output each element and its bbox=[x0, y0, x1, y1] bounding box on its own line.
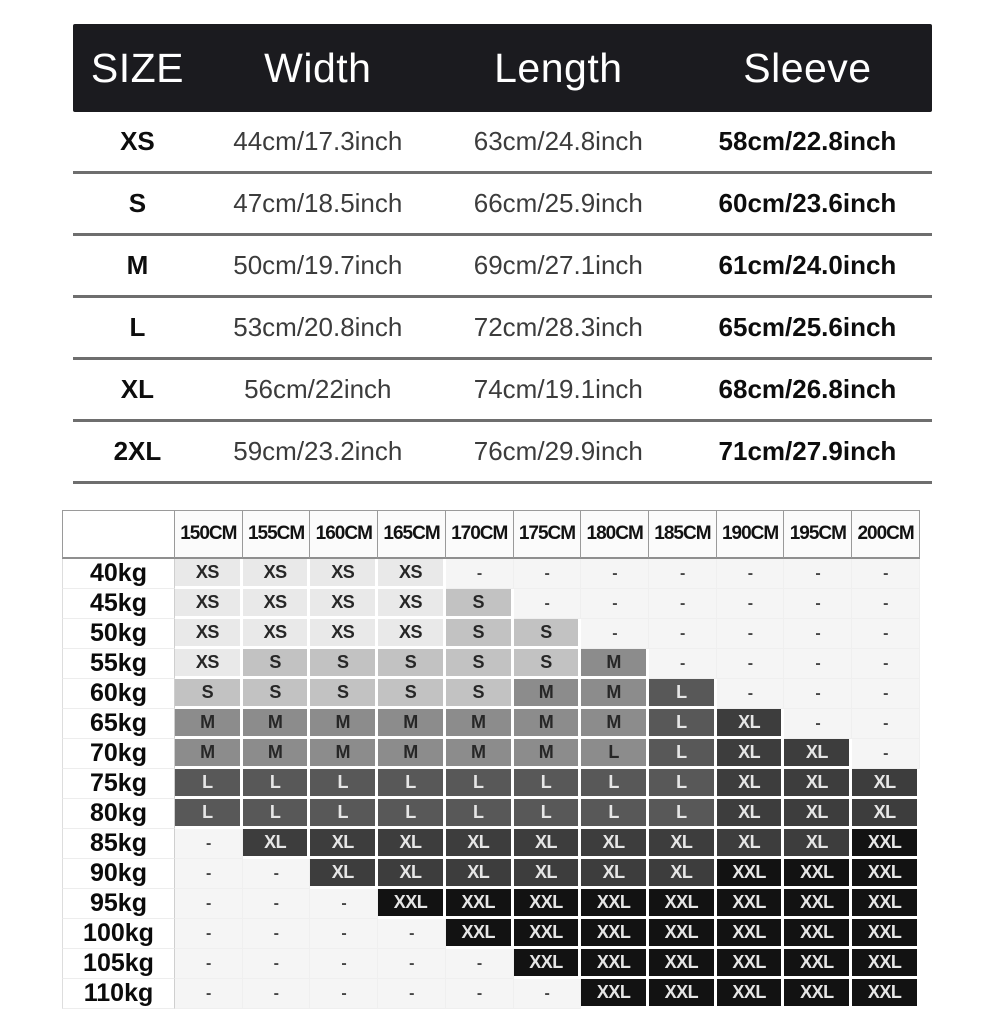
weight-row-label: 95kg bbox=[62, 889, 175, 919]
fit-cell: S bbox=[310, 649, 378, 679]
fit-cell: M bbox=[378, 709, 446, 739]
fit-cell: L bbox=[310, 799, 378, 829]
fit-cell: - bbox=[784, 709, 852, 739]
fit-cell: XL bbox=[581, 859, 649, 889]
fit-cell: - bbox=[649, 649, 717, 679]
matrix-row-75kg bbox=[62, 769, 920, 799]
fit-cell: L bbox=[581, 799, 649, 829]
fit-cell: XXL bbox=[446, 889, 514, 919]
fit-cell: - bbox=[310, 889, 378, 919]
fit-cell: S bbox=[446, 679, 514, 709]
size-row-m bbox=[73, 236, 932, 298]
fit-cell: - bbox=[175, 889, 243, 919]
width-value: 47cm/18.5inch bbox=[233, 188, 403, 218]
fit-cell: XS bbox=[175, 559, 243, 589]
fit-cell: XL bbox=[310, 859, 378, 889]
fit-cell: M bbox=[581, 709, 649, 739]
fit-cell: XXL bbox=[717, 979, 785, 1009]
matrix-row-60kg bbox=[62, 679, 920, 709]
fit-cell: XXL bbox=[852, 829, 920, 859]
fit-cell: S bbox=[446, 589, 514, 619]
size-row-xs bbox=[73, 112, 932, 174]
fit-cell: XXL bbox=[784, 889, 852, 919]
fit-cell: M bbox=[175, 739, 243, 769]
column-header-sleeve: Sleeve bbox=[743, 44, 872, 91]
sleeve-value: 65cm/25.6inch bbox=[718, 312, 897, 342]
fit-cell: L bbox=[243, 799, 311, 829]
matrix-row-40kg bbox=[62, 559, 920, 589]
fit-cell: XS bbox=[243, 619, 311, 649]
fit-cell: - bbox=[649, 589, 717, 619]
fit-cell: XXL bbox=[852, 919, 920, 949]
matrix-body bbox=[62, 559, 920, 1009]
fit-cell: XS bbox=[378, 559, 446, 589]
fit-cell: - bbox=[852, 739, 920, 769]
size-label: S bbox=[128, 188, 147, 218]
fit-cell: - bbox=[310, 949, 378, 979]
fit-cell: - bbox=[514, 589, 582, 619]
fit-cell: XXL bbox=[784, 919, 852, 949]
fit-cell: L bbox=[649, 709, 717, 739]
fit-cell: M bbox=[243, 709, 311, 739]
weight-row-label: 100kg bbox=[62, 919, 175, 949]
fit-cell: XXL bbox=[717, 949, 785, 979]
fit-cell: XL bbox=[717, 829, 785, 859]
fit-cell: - bbox=[446, 979, 514, 1009]
weight-row-label: 105kg bbox=[62, 949, 175, 979]
fit-cell: XXL bbox=[446, 919, 514, 949]
fit-cell: S bbox=[175, 679, 243, 709]
height-column-header: 165CM bbox=[378, 510, 446, 559]
fit-cell: XXL bbox=[717, 859, 785, 889]
sleeve-value: 61cm/24.0inch bbox=[718, 250, 897, 280]
fit-cell: - bbox=[514, 979, 582, 1009]
height-column-header: 170CM bbox=[446, 510, 514, 559]
fit-cell: - bbox=[717, 589, 785, 619]
height-column-header: 185CM bbox=[649, 510, 717, 559]
fit-cell: XS bbox=[378, 589, 446, 619]
matrix-row-55kg bbox=[62, 649, 920, 679]
fit-cell: - bbox=[852, 649, 920, 679]
length-value: 66cm/25.9inch bbox=[473, 188, 643, 218]
column-header-size: SIZE bbox=[90, 44, 184, 91]
matrix-row-110kg bbox=[62, 979, 920, 1009]
fit-cell: M bbox=[310, 739, 378, 769]
fit-cell: XXL bbox=[514, 889, 582, 919]
fit-cell: - bbox=[717, 679, 785, 709]
weight-row-label: 80kg bbox=[62, 799, 175, 829]
weight-row-label: 50kg bbox=[62, 619, 175, 649]
fit-cell: M bbox=[446, 709, 514, 739]
fit-cell: M bbox=[581, 649, 649, 679]
length-value: 63cm/24.8inch bbox=[473, 126, 643, 156]
fit-cell: S bbox=[310, 679, 378, 709]
fit-cell: XXL bbox=[852, 889, 920, 919]
fit-cell: - bbox=[784, 559, 852, 589]
matrix-row-65kg bbox=[62, 709, 920, 739]
fit-cell: XL bbox=[717, 739, 785, 769]
fit-cell: - bbox=[784, 589, 852, 619]
fit-cell: XXL bbox=[852, 859, 920, 889]
fit-cell: - bbox=[446, 949, 514, 979]
fit-cell: M bbox=[581, 679, 649, 709]
fit-cell: S bbox=[446, 619, 514, 649]
fit-cell: XL bbox=[852, 799, 920, 829]
fit-cell: - bbox=[446, 559, 514, 589]
fit-cell: - bbox=[581, 559, 649, 589]
fit-cell: XL bbox=[446, 829, 514, 859]
fit-cell: L bbox=[310, 769, 378, 799]
fit-cell: - bbox=[243, 979, 311, 1009]
column-header-width: Width bbox=[264, 44, 372, 91]
fit-cell: M bbox=[514, 739, 582, 769]
fit-cell: L bbox=[514, 799, 582, 829]
fit-cell: - bbox=[514, 559, 582, 589]
fit-cell: - bbox=[243, 949, 311, 979]
weight-row-label: 55kg bbox=[62, 649, 175, 679]
fit-cell: S bbox=[446, 649, 514, 679]
fit-cell: XL bbox=[784, 829, 852, 859]
fit-cell: M bbox=[514, 709, 582, 739]
fit-cell: M bbox=[378, 739, 446, 769]
height-column-header: 150CM bbox=[175, 510, 243, 559]
fit-cell: XXL bbox=[784, 979, 852, 1009]
fit-cell: - bbox=[784, 649, 852, 679]
height-column-header: 195CM bbox=[784, 510, 852, 559]
fit-cell: L bbox=[175, 799, 243, 829]
length-value: 76cm/29.9inch bbox=[473, 436, 643, 466]
fit-cell: M bbox=[446, 739, 514, 769]
width-value: 50cm/19.7inch bbox=[233, 250, 403, 280]
size-label: XS bbox=[120, 126, 155, 156]
size-measurement-table bbox=[73, 24, 932, 484]
fit-cell: S bbox=[378, 649, 446, 679]
width-value: 53cm/20.8inch bbox=[233, 312, 403, 342]
matrix-row-45kg bbox=[62, 589, 920, 619]
fit-cell: L bbox=[649, 739, 717, 769]
fit-cell: XXL bbox=[514, 949, 582, 979]
fit-cell: XXL bbox=[581, 919, 649, 949]
fit-cell: - bbox=[310, 919, 378, 949]
fit-cell: XXL bbox=[852, 979, 920, 1009]
fit-cell: - bbox=[175, 949, 243, 979]
fit-cell: - bbox=[310, 979, 378, 1009]
fit-cell: XXL bbox=[581, 949, 649, 979]
fit-cell: XS bbox=[243, 589, 311, 619]
fit-cell: XS bbox=[175, 589, 243, 619]
size-label: 2XL bbox=[113, 436, 162, 466]
height-column-header: 175CM bbox=[514, 510, 582, 559]
fit-cell: L bbox=[649, 769, 717, 799]
width-value: 59cm/23.2inch bbox=[233, 436, 403, 466]
weight-row-label: 60kg bbox=[62, 679, 175, 709]
size-label: M bbox=[126, 250, 149, 280]
fit-cell: - bbox=[175, 829, 243, 859]
fit-cell: L bbox=[649, 679, 717, 709]
matrix-row-70kg bbox=[62, 739, 920, 769]
fit-cell: XS bbox=[310, 619, 378, 649]
weight-row-label: 90kg bbox=[62, 859, 175, 889]
fit-cell: S bbox=[514, 649, 582, 679]
size-label: XL bbox=[120, 374, 155, 404]
fit-cell: - bbox=[852, 679, 920, 709]
fit-cell: L bbox=[649, 799, 717, 829]
fit-cell: XL bbox=[717, 769, 785, 799]
fit-cell: XL bbox=[243, 829, 311, 859]
fit-cell: S bbox=[243, 679, 311, 709]
height-column-header: 155CM bbox=[243, 510, 311, 559]
sleeve-value: 60cm/23.6inch bbox=[718, 188, 897, 218]
matrix-row-80kg bbox=[62, 799, 920, 829]
fit-cell: S bbox=[514, 619, 582, 649]
fit-cell: XS bbox=[243, 559, 311, 589]
size-row-l bbox=[73, 298, 932, 360]
fit-cell: - bbox=[852, 709, 920, 739]
fit-cell: - bbox=[852, 559, 920, 589]
fit-cell: - bbox=[649, 559, 717, 589]
fit-cell: - bbox=[717, 619, 785, 649]
fit-cell: M bbox=[243, 739, 311, 769]
fit-cell: - bbox=[784, 619, 852, 649]
fit-cell: - bbox=[784, 679, 852, 709]
fit-cell: XXL bbox=[717, 919, 785, 949]
height-column-header: 180CM bbox=[581, 510, 649, 559]
fit-cell: XL bbox=[717, 709, 785, 739]
length-value: 69cm/27.1inch bbox=[473, 250, 643, 280]
fit-cell: L bbox=[514, 769, 582, 799]
length-value: 74cm/19.1inch bbox=[473, 374, 643, 404]
fit-cell: - bbox=[378, 919, 446, 949]
fit-cell: - bbox=[378, 949, 446, 979]
weight-row-label: 85kg bbox=[62, 829, 175, 859]
fit-cell: XL bbox=[514, 829, 582, 859]
fit-cell: M bbox=[175, 709, 243, 739]
height-weight-size-matrix bbox=[62, 510, 920, 1009]
fit-cell: - bbox=[717, 649, 785, 679]
fit-cell: M bbox=[514, 679, 582, 709]
fit-cell: XXL bbox=[784, 949, 852, 979]
fit-cell: XXL bbox=[649, 949, 717, 979]
matrix-header-row bbox=[62, 510, 920, 559]
fit-cell: XXL bbox=[717, 889, 785, 919]
fit-cell: - bbox=[243, 889, 311, 919]
fit-cell: L bbox=[243, 769, 311, 799]
fit-cell: L bbox=[175, 769, 243, 799]
fit-cell: L bbox=[581, 769, 649, 799]
weight-row-label: 40kg bbox=[62, 559, 175, 589]
sleeve-value: 58cm/22.8inch bbox=[718, 126, 897, 156]
fit-cell: XXL bbox=[581, 889, 649, 919]
sleeve-value: 71cm/27.9inch bbox=[718, 436, 897, 466]
fit-cell: XL bbox=[378, 829, 446, 859]
fit-cell: L bbox=[446, 769, 514, 799]
size-rows bbox=[73, 112, 932, 484]
weight-row-label: 75kg bbox=[62, 769, 175, 799]
fit-cell: XL bbox=[717, 799, 785, 829]
fit-cell: XL bbox=[784, 739, 852, 769]
fit-cell: XL bbox=[446, 859, 514, 889]
fit-cell: - bbox=[581, 619, 649, 649]
fit-cell: XXL bbox=[649, 919, 717, 949]
size-row-s bbox=[73, 174, 932, 236]
fit-cell: L bbox=[581, 739, 649, 769]
fit-cell: XL bbox=[310, 829, 378, 859]
fit-cell: XXL bbox=[649, 979, 717, 1009]
fit-cell: - bbox=[649, 619, 717, 649]
length-value: 72cm/28.3inch bbox=[473, 312, 643, 342]
fit-cell: M bbox=[310, 709, 378, 739]
fit-cell: XL bbox=[784, 769, 852, 799]
fit-cell: XL bbox=[852, 769, 920, 799]
fit-cell: S bbox=[243, 649, 311, 679]
matrix-row-85kg bbox=[62, 829, 920, 859]
fit-cell: XL bbox=[649, 859, 717, 889]
width-value: 44cm/17.3inch bbox=[233, 126, 403, 156]
height-column-header: 200CM bbox=[852, 510, 920, 559]
matrix-row-50kg bbox=[62, 619, 920, 649]
weight-row-label: 65kg bbox=[62, 709, 175, 739]
fit-cell: - bbox=[378, 979, 446, 1009]
size-row-xl bbox=[73, 360, 932, 422]
fit-cell: XXL bbox=[378, 889, 446, 919]
sleeve-value: 68cm/26.8inch bbox=[718, 374, 897, 404]
height-column-header: 190CM bbox=[717, 510, 785, 559]
fit-cell: XXL bbox=[784, 859, 852, 889]
fit-cell: XS bbox=[310, 589, 378, 619]
fit-cell: XL bbox=[581, 829, 649, 859]
fit-cell: L bbox=[446, 799, 514, 829]
weight-row-label: 70kg bbox=[62, 739, 175, 769]
fit-cell: XXL bbox=[649, 889, 717, 919]
fit-cell: - bbox=[852, 589, 920, 619]
fit-cell: XS bbox=[378, 619, 446, 649]
fit-cell: - bbox=[243, 919, 311, 949]
size-row-2xl bbox=[73, 422, 932, 484]
matrix-corner-cell bbox=[62, 510, 175, 559]
fit-cell: XS bbox=[310, 559, 378, 589]
fit-cell: L bbox=[378, 769, 446, 799]
fit-cell: - bbox=[852, 619, 920, 649]
matrix-row-90kg bbox=[62, 859, 920, 889]
fit-cell: XS bbox=[175, 619, 243, 649]
weight-row-label: 45kg bbox=[62, 589, 175, 619]
fit-cell: XXL bbox=[581, 979, 649, 1009]
fit-cell: - bbox=[175, 979, 243, 1009]
matrix-row-105kg bbox=[62, 949, 920, 979]
matrix-row-95kg bbox=[62, 889, 920, 919]
weight-row-label: 110kg bbox=[62, 979, 175, 1009]
fit-cell: XS bbox=[175, 649, 243, 679]
matrix-row-100kg bbox=[62, 919, 920, 949]
fit-cell: S bbox=[378, 679, 446, 709]
fit-cell: XL bbox=[649, 829, 717, 859]
fit-cell: XL bbox=[514, 859, 582, 889]
fit-cell: - bbox=[243, 859, 311, 889]
fit-cell: - bbox=[717, 559, 785, 589]
width-value: 56cm/22inch bbox=[244, 374, 392, 404]
fit-cell: - bbox=[175, 919, 243, 949]
column-header-length: Length bbox=[494, 44, 623, 91]
fit-cell: XXL bbox=[514, 919, 582, 949]
fit-cell: L bbox=[378, 799, 446, 829]
fit-cell: - bbox=[175, 859, 243, 889]
size-table-header bbox=[73, 24, 932, 112]
fit-cell: XL bbox=[784, 799, 852, 829]
fit-cell: XL bbox=[378, 859, 446, 889]
fit-cell: - bbox=[581, 589, 649, 619]
size-label: L bbox=[129, 312, 146, 342]
height-column-header: 160CM bbox=[310, 510, 378, 559]
fit-cell: XXL bbox=[852, 949, 920, 979]
